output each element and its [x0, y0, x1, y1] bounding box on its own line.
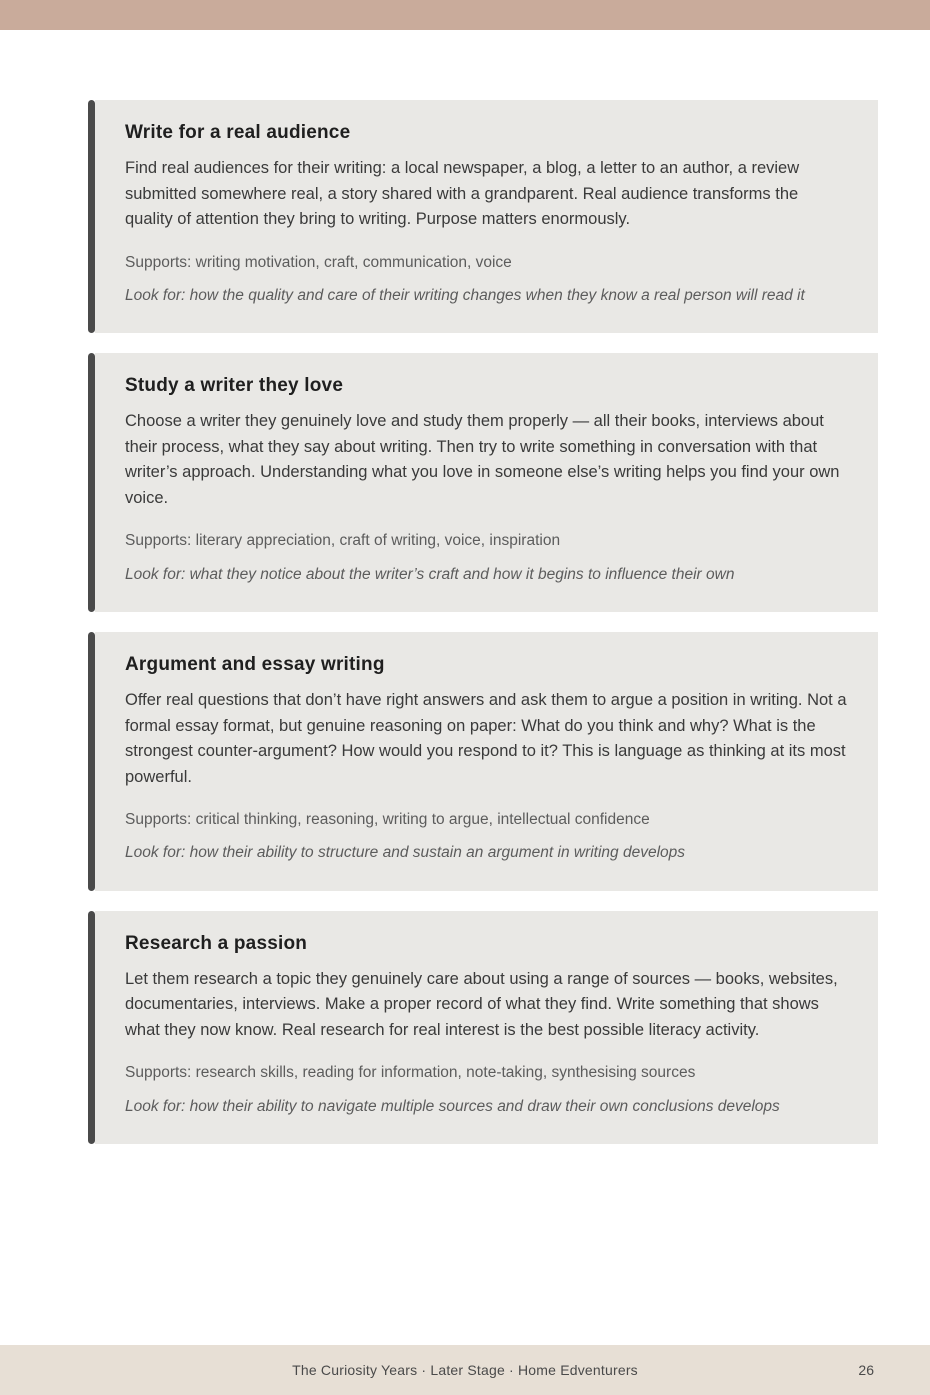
card-description: Offer real questions that don’t have right answers and ask them to argue a position in writing. Not a formal essay format, but genuine reasoning on paper: What do you think and why? What is the strongest counter-argument? How would you respond to it? This is language as thinking at its most powerful. [125, 690, 847, 786]
footer-breadcrumb: The Curiosity Years · Later Stage · Home Edventurers [292, 1362, 638, 1378]
card-accent-bar [88, 911, 95, 1144]
card-content [95, 911, 878, 1144]
card-title: Study a writer they love [125, 375, 344, 397]
activity-card [88, 911, 878, 1144]
card-accent-bar [88, 632, 95, 891]
page-footer [0, 1345, 930, 1395]
card-supports-line: Supports: writing motivation, craft, communication, voice [125, 253, 512, 271]
card-content [95, 100, 878, 333]
card-description: Choose a writer they genuinely love and study them properly — all their books, interviews about their process, what they say about writing. Then try to write something in conversation with that writer’s approach. Understanding what you love in someone else’s writing helps you find your own voice. [125, 412, 840, 507]
card-content [95, 353, 878, 612]
card-supports-line: Supports: literary appreciation, craft of writing, voice, inspiration [125, 532, 561, 550]
card-description: Find real audiences for their writing: a local newspaper, a blog, a letter to an author, a review submitted somewhere real, a story shared with a grandparent. Real audience transforms the quality of attention they bring to writing. Purpose matters enormously. [125, 159, 800, 229]
page-number: 26 [858, 1362, 874, 1378]
activity-card [88, 632, 878, 891]
card-look-for-line: Look for: how their ability to structure and sustain an argument in writing develops [125, 844, 686, 862]
card-description: Let them research a topic they genuinely care about using a range of sources — books, websites, documentaries, interviews. Make a proper record of what they find. Write something that shows what they now know. Real research for real interest is the best possible literacy activity. [125, 969, 838, 1039]
card-content [95, 632, 878, 891]
top-accent-bar [0, 0, 930, 30]
card-look-for-line: Look for: how their ability to navigate multiple sources and draw their own conclusions develops [125, 1097, 780, 1115]
card-title: Argument and essay writing [125, 653, 385, 675]
card-look-for-line: Look for: how the quality and care of their writing changes when they know a real person will read it [125, 286, 805, 304]
card-accent-bar [88, 100, 95, 333]
activity-cards-section [0, 30, 930, 1144]
card-accent-bar [88, 353, 95, 612]
card-supports-line: Supports: research skills, reading for information, note-taking, synthesising sources [125, 1064, 696, 1082]
card-title: Research a passion [125, 932, 308, 954]
card-title: Write for a real audience [125, 122, 351, 143]
activity-card [88, 100, 878, 333]
card-supports-line: Supports: critical thinking, reasoning, writing to argue, intellectual confidence [125, 811, 650, 829]
card-look-for-line: Look for: what they notice about the writer’s craft and how it begins to influence their own [125, 565, 735, 583]
activity-card [88, 353, 878, 612]
